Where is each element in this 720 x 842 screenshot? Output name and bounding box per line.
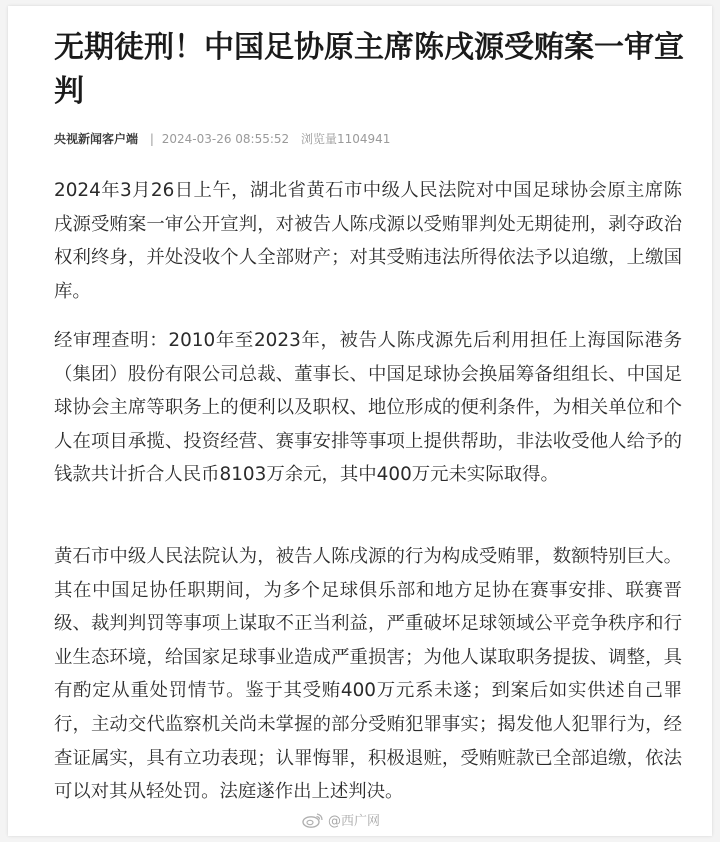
article-title: 无期徒刑！中国足协原主席陈戌源受贿案一审宣判 bbox=[54, 30, 684, 109]
watermark bbox=[302, 810, 380, 829]
paragraph-2: 经审理查明：2010年至2023年，被告人陈戌源先后利用担任上海国际港务（集团）股份有限公司总裁、董事长、中国足球协会换届筹备组组长、中国足球协会主席等职务上的便利以及职权、地位形成的便利条件，为相关单位和个人在项目承揽、投资经营、赛事安排等事项上提供帮助，非法收受他人给予的钱款共计折合人民币8103万余元，其中400万元未实际取得。 bbox=[54, 330, 682, 486]
publish-datetime: 2024-03-26 08:55:52 bbox=[161, 132, 290, 146]
watermark-text: @西广网 bbox=[328, 814, 381, 829]
weibo-icon bbox=[302, 812, 324, 828]
view-count: 浏览量1104941 bbox=[301, 132, 391, 146]
meta-separator: | bbox=[149, 132, 154, 146]
source-link[interactable]: 央视新闻客户端 bbox=[54, 132, 139, 146]
paragraph-1: 2024年3月26日上午，湖北省黄石市中级人民法院对中国足球协会原主席陈戌源受贿案一审公开宣判，对被告人陈戌源以受贿罪判处无期徒刑，剥夺政治权利终身，并处没收个人全部财产；对其受贿违法所得依法予以追缴，上缴国库。 bbox=[54, 180, 682, 302]
article-card bbox=[8, 6, 712, 836]
paragraph-3: 黄石市中级人民法院认为，被告人陈戌源的行为构成受贿罪，数额特别巨大。其在中国足协任职期间，为多个足球俱乐部和地方足协在赛事安排、联赛晋级、裁判判罚等事项上谋取不正当利益，严重破坏足球领域公平竞争秩序和行业生态环境，给国家足球事业造成严重损害；为他人谋取职务提拔、调整，具有酌定从重处罚情节。鉴于其受贿400万元系未遂；到案后如实供述自己罪行，主动交代监察机关尚未掌握的部分受贿犯罪事实；揭发他人犯罪行为，经查证属实，具有立功表现；认罪悔罪，积极退赃，受贿赃款已全部追缴，依法可以对其从轻处罚。法庭遂作出上述判决。 bbox=[54, 546, 682, 803]
article-meta bbox=[54, 130, 694, 147]
